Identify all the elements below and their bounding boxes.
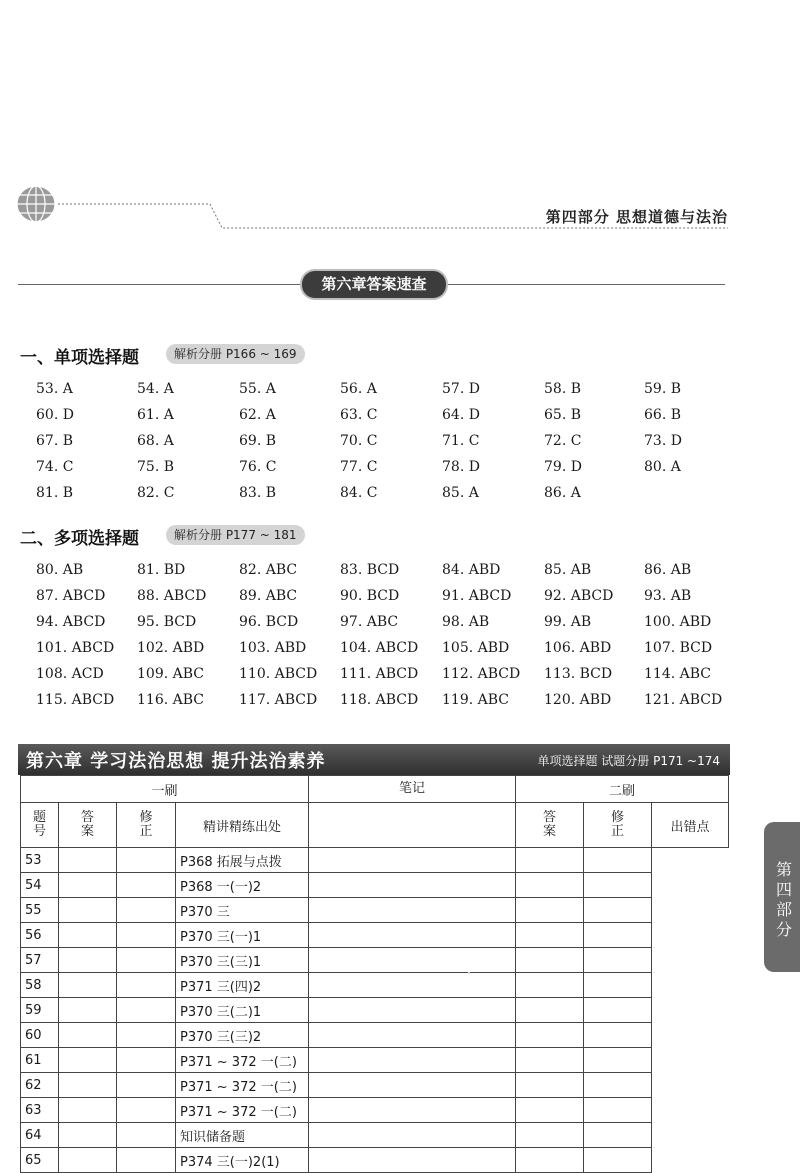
row-error-cell[interactable] — [584, 923, 652, 948]
answer-item: 95. BCD — [137, 614, 197, 630]
table-row — [21, 1148, 729, 1173]
row-error-cell[interactable] — [584, 1148, 652, 1173]
answer-item: 76. C — [239, 459, 277, 475]
row-source: P371 ~ 372 一(二) — [176, 1098, 309, 1123]
answer-item: 74. C — [36, 459, 74, 475]
row-num: 60 — [21, 1023, 59, 1048]
row-fix2-cell[interactable] — [516, 848, 584, 873]
table-row — [21, 1073, 729, 1098]
row-fix-cell[interactable] — [117, 1073, 176, 1098]
row-answer-cell[interactable] — [59, 898, 117, 923]
answer-item: 69. B — [239, 433, 277, 449]
answer-item: 54. A — [137, 381, 174, 397]
row-answer-cell[interactable] — [59, 848, 117, 873]
row-fix-cell[interactable] — [117, 998, 176, 1023]
answer-item: 111. ABCD — [340, 666, 419, 682]
row-fix-cell[interactable] — [117, 1023, 176, 1048]
row-answer2-cell[interactable] — [309, 998, 516, 1023]
row-error-cell[interactable] — [584, 1023, 652, 1048]
row-source: P370 三(二)1 — [176, 998, 309, 1023]
answer-item: 86. A — [544, 485, 581, 501]
row-fix-cell[interactable] — [117, 948, 176, 973]
answer-item: 119. ABC — [442, 692, 509, 708]
col-fix-header — [117, 803, 176, 848]
col-answer-header — [59, 803, 117, 848]
row-fix-cell[interactable] — [117, 923, 176, 948]
answer-item: 89. ABC — [239, 588, 298, 604]
row-fix2-cell[interactable] — [516, 873, 584, 898]
row-error-cell[interactable] — [584, 898, 652, 923]
row-fix2-cell[interactable] — [516, 1073, 584, 1098]
answer-item: 82. ABC — [239, 562, 298, 578]
col-answer2-label: 答案 — [542, 810, 556, 839]
row-answer-cell[interactable] — [59, 973, 117, 998]
row-fix2-cell[interactable] — [516, 1023, 584, 1048]
table-row — [21, 1098, 729, 1123]
table-row — [21, 973, 729, 998]
col-source-header: 精讲精练出处 — [176, 803, 309, 848]
answer-item: 82. C — [137, 485, 175, 501]
answer-item: 84. C — [340, 485, 378, 501]
answer-item: 98. AB — [442, 614, 490, 630]
second-pass-header: 二刷 — [516, 776, 729, 803]
row-fix-cell[interactable] — [117, 1048, 176, 1073]
row-fix-cell[interactable] — [117, 1098, 176, 1123]
row-answer2-cell[interactable] — [309, 948, 516, 973]
answer-item: 116. ABC — [137, 692, 204, 708]
table-row — [21, 923, 729, 948]
answer-item: 68. A — [137, 433, 174, 449]
answer-item: 84. ABD — [442, 562, 501, 578]
row-error-cell[interactable] — [584, 1123, 652, 1148]
answer-item: 64. D — [442, 407, 480, 423]
row-num: 63 — [21, 1098, 59, 1123]
row-source: P370 三(三)2 — [176, 1023, 309, 1048]
row-error-cell[interactable] — [584, 848, 652, 873]
row-answer-cell[interactable] — [59, 1073, 117, 1098]
answer-item: 99. AB — [544, 614, 592, 630]
col-answer-label: 答案 — [80, 810, 94, 839]
answer-item: 90. BCD — [340, 588, 400, 604]
answer-item: 83. BCD — [340, 562, 400, 578]
answer-item: 70. C — [340, 433, 378, 449]
row-answer-cell[interactable] — [59, 923, 117, 948]
answer-item: 62. A — [239, 407, 276, 423]
row-answer-cell[interactable] — [59, 1123, 117, 1148]
row-fix2-cell[interactable] — [516, 1098, 584, 1123]
row-fix2-cell[interactable] — [516, 923, 584, 948]
answer-item: 78. D — [442, 459, 480, 475]
answer-item: 92. ABCD — [544, 588, 614, 604]
row-answer-cell[interactable] — [59, 873, 117, 898]
row-error-cell[interactable] — [584, 1073, 652, 1098]
answer-item: 105. ABD — [442, 640, 510, 656]
answer-item: 73. D — [644, 433, 682, 449]
answer-item: 83. B — [239, 485, 277, 501]
record-table — [20, 775, 729, 1173]
answer-item: 53. A — [36, 381, 73, 397]
answer-item: 72. C — [544, 433, 582, 449]
row-error-cell[interactable] — [584, 998, 652, 1023]
row-fix2-cell[interactable] — [516, 948, 584, 973]
table-row — [21, 898, 729, 923]
answer-item: 77. C — [340, 459, 378, 475]
first-pass-header: 一刷 — [21, 776, 309, 803]
row-answer-cell[interactable] — [59, 1098, 117, 1123]
row-error-cell[interactable] — [584, 1048, 652, 1073]
answer-item: 101. ABCD — [36, 640, 115, 656]
row-fix-cell[interactable] — [117, 898, 176, 923]
answer-item: 79. D — [544, 459, 582, 475]
section2-tag: 解析分册 P177 ~ 181 — [166, 525, 305, 545]
answer-item: 60. D — [36, 407, 74, 423]
row-fix2-cell[interactable] — [516, 1048, 584, 1073]
notes-column[interactable] — [309, 776, 516, 848]
answer-item: 121. ABCD — [644, 692, 723, 708]
row-fix-cell[interactable] — [117, 973, 176, 998]
answer-item: 107. BCD — [644, 640, 713, 656]
row-source: 知识储备题 — [176, 1123, 309, 1148]
answer-item: 110. ABCD — [239, 666, 318, 682]
row-answer-cell[interactable] — [59, 948, 117, 973]
answer-item: 88. ABCD — [137, 588, 207, 604]
scan-speck — [468, 972, 470, 974]
row-fix-cell[interactable] — [117, 1123, 176, 1148]
row-num: 62 — [21, 1073, 59, 1098]
answer-item: 58. B — [544, 381, 582, 397]
row-fix2-cell[interactable] — [516, 1123, 584, 1148]
row-source: P370 三(三)1 — [176, 948, 309, 973]
table-row — [21, 1123, 729, 1148]
row-num: 53 — [21, 848, 59, 873]
row-source: P374 三(一)2(1) — [176, 1148, 309, 1173]
row-answer-cell[interactable] — [59, 1023, 117, 1048]
row-answer-cell[interactable] — [59, 1148, 117, 1173]
row-fix2-cell[interactable] — [516, 1148, 584, 1173]
col-fix-label: 修正 — [139, 810, 153, 839]
table-chapter-ref: 单项选择题 试题分册 P171 ~174 — [537, 754, 720, 768]
row-answer2-cell[interactable] — [309, 923, 516, 948]
answer-item: 80. AB — [36, 562, 84, 578]
section1-tag: 解析分册 P166 ~ 169 — [166, 344, 305, 364]
table-chapter-header — [18, 744, 730, 775]
col-error-header: 出错点 — [652, 803, 729, 848]
answer-item: 87. ABCD — [36, 588, 106, 604]
answer-item: 94. ABCD — [36, 614, 106, 630]
row-num: 64 — [21, 1123, 59, 1148]
row-num: 54 — [21, 873, 59, 898]
row-num: 65 — [21, 1148, 59, 1173]
answer-item: 100. ABD — [644, 614, 712, 630]
row-source: P370 三 — [176, 898, 309, 923]
row-answer2-cell[interactable] — [309, 1148, 516, 1173]
answer-item: 97. ABC — [340, 614, 399, 630]
answer-item: 114. ABC — [644, 666, 711, 682]
answer-item: 113. BCD — [544, 666, 613, 682]
answer-item: 118. ABCD — [340, 692, 419, 708]
answer-item: 56. A — [340, 381, 377, 397]
answer-item: 65. B — [544, 407, 582, 423]
row-answer2-cell[interactable] — [309, 1023, 516, 1048]
table-row — [21, 948, 729, 973]
answer-item: 108. ACD — [36, 666, 104, 682]
table-row — [21, 998, 729, 1023]
row-error-cell[interactable] — [584, 1098, 652, 1123]
row-num: 55 — [21, 898, 59, 923]
row-answer2-cell[interactable] — [309, 898, 516, 923]
answer-item: 93. AB — [644, 588, 692, 604]
row-num: 59 — [21, 998, 59, 1023]
table-row — [21, 873, 729, 898]
answer-item: 102. ABD — [137, 640, 205, 656]
answer-item: 67. B — [36, 433, 74, 449]
row-num: 57 — [21, 948, 59, 973]
row-num: 61 — [21, 1048, 59, 1073]
row-source: P371 三(四)2 — [176, 973, 309, 998]
col-num-label: 题号 — [32, 810, 46, 839]
answer-item: 55. A — [239, 381, 276, 397]
table-row — [21, 1048, 729, 1073]
answer-item: 115. ABCD — [36, 692, 115, 708]
chapter-banner: 第六章答案速查 — [302, 271, 446, 298]
answer-item: 106. ABD — [544, 640, 612, 656]
answer-item: 120. ABD — [544, 692, 612, 708]
answer-item: 104. ABCD — [340, 640, 419, 656]
answer-item: 85. AB — [544, 562, 592, 578]
row-source: P368 一(一)2 — [176, 873, 309, 898]
table-chapter-title: 第六章 学习法治思想 提升法治素养 — [26, 751, 326, 772]
row-answer2-cell[interactable] — [309, 1048, 516, 1073]
answer-item: 96. BCD — [239, 614, 299, 630]
section2-title: 二、多项选择题 — [20, 529, 139, 549]
notes-header: 笔记 — [309, 776, 515, 803]
side-tab-label: 第四部分 — [776, 860, 793, 939]
row-answer-cell[interactable] — [59, 1048, 117, 1073]
row-fix-cell[interactable] — [117, 1148, 176, 1173]
row-source: P370 三(一)1 — [176, 923, 309, 948]
row-answer-cell[interactable] — [59, 998, 117, 1023]
row-answer2-cell[interactable] — [309, 1123, 516, 1148]
answer-item: 57. D — [442, 381, 480, 397]
row-fix-cell[interactable] — [117, 873, 176, 898]
row-fix-cell[interactable] — [117, 848, 176, 873]
row-fix2-cell[interactable] — [516, 973, 584, 998]
answer-item: 117. ABCD — [239, 692, 318, 708]
answer-item: 86. AB — [644, 562, 692, 578]
globe-icon — [14, 184, 58, 224]
row-num: 58 — [21, 973, 59, 998]
table-row — [21, 1023, 729, 1048]
col-fix2-label: 修正 — [610, 810, 624, 839]
side-tab-part4[interactable] — [764, 822, 800, 972]
table-row — [21, 848, 729, 873]
row-answer2-cell[interactable] — [309, 873, 516, 898]
answer-item: 61. A — [137, 407, 174, 423]
row-answer2-cell[interactable] — [309, 1073, 516, 1098]
row-source: P368 拓展与点拨 — [176, 848, 309, 873]
answer-item: 63. C — [340, 407, 378, 423]
col-answer2-header — [516, 803, 584, 848]
page-header — [0, 180, 800, 240]
row-source: P371 ~ 372 一(二) — [176, 1048, 309, 1073]
row-fix2-cell[interactable] — [516, 898, 584, 923]
answer-item: 75. B — [137, 459, 175, 475]
part-label: 第四部分 思想道德与法治 — [545, 208, 728, 226]
row-num: 56 — [21, 923, 59, 948]
answer-item: 66. B — [644, 407, 682, 423]
row-answer2-cell[interactable] — [309, 973, 516, 998]
row-fix2-cell[interactable] — [516, 998, 584, 1023]
col-fix2-header — [584, 803, 652, 848]
row-answer2-cell[interactable] — [309, 848, 516, 873]
answer-item: 80. A — [644, 459, 681, 475]
row-error-cell[interactable] — [584, 948, 652, 973]
answer-item: 112. ABCD — [442, 666, 521, 682]
row-source: P371 ~ 372 一(二) — [176, 1073, 309, 1098]
row-error-cell[interactable] — [584, 973, 652, 998]
answer-item: 91. ABCD — [442, 588, 512, 604]
answer-item: 71. C — [442, 433, 480, 449]
answer-item: 81. BD — [137, 562, 186, 578]
answer-item: 103. ABD — [239, 640, 307, 656]
answer-item: 59. B — [644, 381, 682, 397]
row-answer2-cell[interactable] — [309, 1098, 516, 1123]
answer-item: 109. ABC — [137, 666, 204, 682]
answer-item: 85. A — [442, 485, 479, 501]
answer-item: 81. B — [36, 485, 74, 501]
col-num-header — [21, 803, 59, 848]
row-error-cell[interactable] — [584, 873, 652, 898]
section1-title: 一、单项选择题 — [20, 348, 139, 368]
